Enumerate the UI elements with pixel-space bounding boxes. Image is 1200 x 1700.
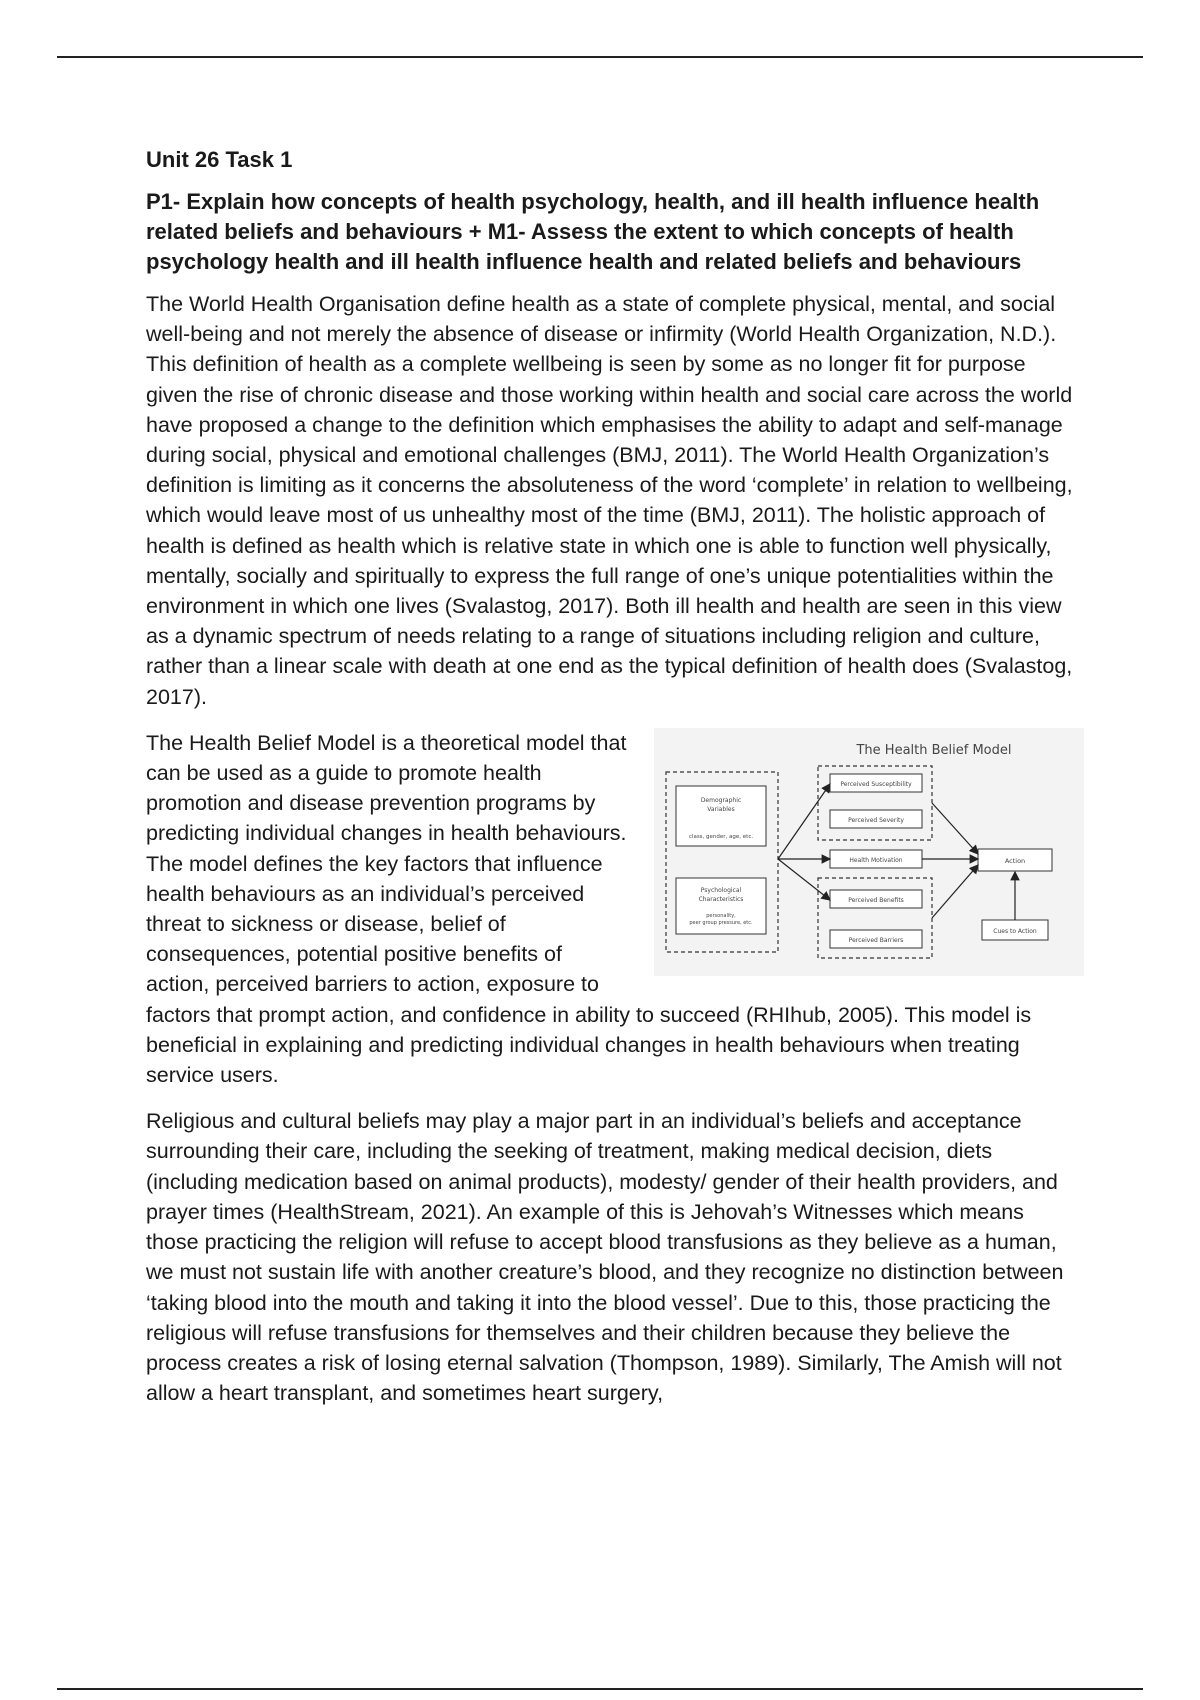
demographic-label-1: Demographic [700, 796, 742, 804]
paragraph-religious-beliefs: Religious and cultural beliefs may play a major part in an individual’s beliefs and acceptance surrounding their care, including the seeking of treatment, making medical decision, diets (including medication based on animal products), modesty/ gender of their health providers, and prayer times (HealthStream, 2021). An example of this is Jehovah’s Witnesses which means those practicing the religion will refuse to accept blood transfusions as they believe as a human, we must not sustain life with another creature’s blood, and they recognize no distinction between ‘taking blood into the mouth and taking it into the blood vessel’. Due to this, those practicing the religious will refuse transfusions for themselves and their children because they believe the process creates a risk of losing eternal salvation (Thompson, 1989). Similarly, The Amish will not allow a heart transplant, and sometimes heart surgery, [146, 1109, 1064, 1406]
severity-label: Perceived Severity [848, 816, 904, 824]
cues-label: Cues to Action [993, 927, 1037, 935]
paragraph-health-definition: The World Health Organisation define health as a state of complete physical, mental, and social well-being and not merely the absence of disease or infirmity (World Health Organization, N.D.). This definition of health as a complete wellbeing is seen by some as no longer fit for purpose given the rise of chronic disease and those working within health and social care across the world have proposed a change to the definition which emphasises the ability to adapt and self-manage during social, physical and emotional challenges (BMJ, 2011). The World Health Organization’s definition is limiting as it concerns the absoluteness of the word ‘complete’ in relation to wellbeing, which would leave most of us unhealthy most of the time (BMJ, 2011). The holistic approach of health is defined as health which is relative state in which one is able to function well physically, mentally, socially and spiritually to express the full range of one’s unique potentialities within the environment in which one lives (Svalastog, 2017). Both ill health and health are seen in this view as a dynamic spectrum of needs relating to a range of situations including religion and culture, rather than a linear scale with death at one end as the typical definition of health does (Svalastog, 2017). [146, 292, 1073, 709]
unit-title: Unit 26 Task 1 [146, 147, 293, 172]
top-rule [57, 56, 1143, 58]
task-heading: P1- Explain how concepts of health psychology, health, and ill health influence health related beliefs and behaviours + M1- Assess the extent to which concepts of health psychology health and ill health influence health and related beliefs and behaviours [146, 189, 1040, 274]
psych-label-3: personality, [706, 912, 736, 919]
psych-label-1: Psychological [700, 886, 742, 894]
susceptibility-label: Perceived Susceptibility [840, 780, 912, 788]
health-belief-model-diagram [654, 728, 1084, 976]
figure-title: The Health Belief Model [856, 742, 1012, 758]
bottom-rule [57, 1688, 1143, 1690]
health-belief-model-figure [654, 728, 1084, 976]
benefits-label: Perceived Benefits [848, 896, 904, 904]
demographic-label-2: Variables [707, 805, 735, 813]
document-body [146, 145, 1076, 1424]
barriers-label: Perceived Barriers [848, 936, 904, 944]
psych-label-4: peer group pressure, etc. [689, 919, 753, 926]
action-label: Action [1004, 856, 1026, 865]
paragraph-health-belief-model-wrap [146, 728, 1076, 1090]
psych-label-2: Characteristics [698, 895, 744, 903]
paragraph-health-belief-model: The Health Belief Model is a theoretical model that can be used as a guide to promote health promotion and disease prevention programs by predicting individual changes in health behaviours. The model defines the key factors that influence health behaviours as an individual’s perceived threat to sickness or disease, belief of consequences, potential positive benefits of action, perceived barriers to action, exposure to factors that prompt action, and confidence in ability to succeed (RHIhub, 2005). This model is beneficial in explaining and predicting individual changes in health behaviours when treating service users. [146, 730, 1032, 1088]
demographic-label-3: class, gender, age, etc. [688, 833, 754, 840]
motivation-label: Health Motivation [849, 856, 903, 864]
